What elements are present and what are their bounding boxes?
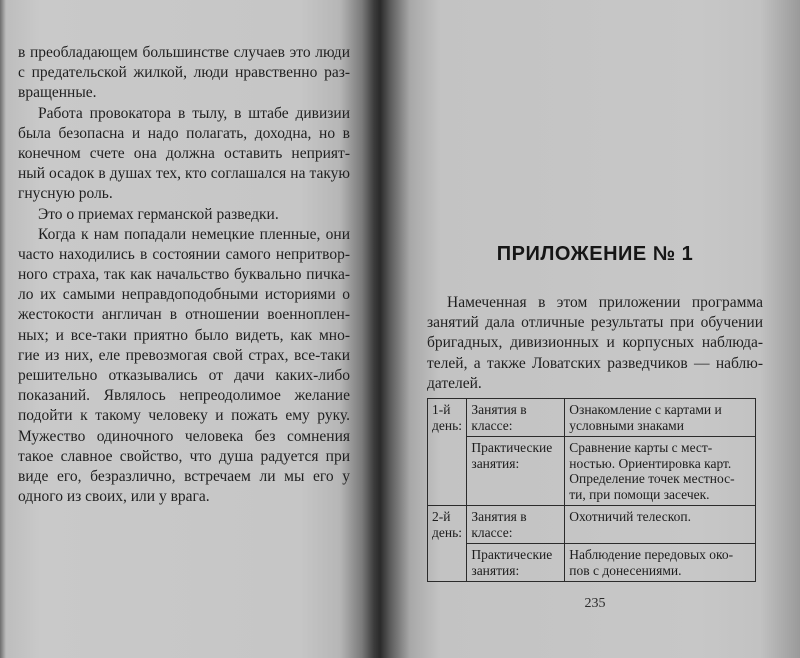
text-line: Намеченная в этом приложении программа — [447, 294, 763, 311]
day-cell: 1-й день: — [428, 399, 467, 506]
session-topic-cell: Охотничий телескоп. — [565, 506, 756, 544]
session-kind-cell: Занятия в классе: — [467, 399, 565, 437]
session-kind-cell: Практические занятия: — [467, 437, 565, 506]
day-cell: 2-й день: — [428, 506, 467, 582]
session-topic-cell: Сравнение карты с мест-ностью. Ориентировка карт. Определение точек местнос-ти, при помощи засечек. — [565, 437, 756, 506]
text-line: конечном счете она должна оставить неприят- — [18, 144, 350, 162]
text-line: Работа провокатора в тылу, в штабе дивизии — [38, 104, 350, 122]
text-line: такое славное свойство, что душа радуется при — [18, 447, 350, 465]
left-page-text — [18, 43, 350, 507]
session-topic-cell: Наблюдение передовых око-пов с донесениями. — [565, 544, 756, 582]
left-page — [18, 0, 350, 658]
appendix-title: ПРИЛОЖЕНИЕ № 1 — [496, 243, 694, 265]
session-kind-cell: Практические занятия: — [467, 544, 565, 582]
text-line: была безопасна и надо полагать, доходна, но в — [18, 124, 350, 142]
text-line: занятий дала отличные результаты при обучении — [427, 314, 763, 332]
intro-paragraph — [427, 293, 763, 394]
table-row — [428, 437, 756, 506]
text-line: Когда к нам попадали немецкие пленные, они — [38, 225, 350, 243]
text-line: Мужество одиночного человека без сомнения — [18, 427, 350, 445]
table-row — [428, 399, 756, 437]
right-page — [427, 0, 763, 658]
text-line: вращенные. — [18, 84, 97, 102]
text-line: в преобладающем большинстве случаев это люди — [18, 44, 350, 61]
schedule-table — [427, 398, 756, 582]
session-kind-cell: Занятия в классе: — [467, 506, 565, 544]
text-line: ло их самыми неправдоподобными историями о — [18, 286, 350, 304]
text-line: гие из них, еле превозмогая свой страх, все-таки — [18, 346, 350, 364]
text-line: ных; и все-таки приятно было видеть, как мно- — [18, 326, 350, 344]
text-line: часто находились в состоянии самого непритвор- — [18, 245, 350, 263]
text-line: бригадных, дивизионных и корпусных наблюда- — [427, 334, 763, 352]
text-line: показаний. Являлось непреодолимое желание — [18, 387, 350, 405]
text-line: виде его, безразлично, встречаем ли мы его у — [18, 467, 350, 485]
text-line: одного из своих, или у врага. — [18, 488, 210, 506]
text-line: подойти к такому человеку и пожать ему руку. — [18, 407, 350, 425]
table-row — [428, 544, 756, 582]
text-line: гнусную роль. — [18, 185, 113, 203]
page-number: 235 — [584, 596, 606, 611]
text-line: дателей. — [427, 374, 482, 392]
text-line: жестокости англичан в отношении военноплен- — [18, 306, 350, 324]
session-topic-cell: Ознакомление с картами и условными знаками — [565, 399, 756, 437]
text-line: ный осадок в душах тех, кто соглашался на такую — [18, 165, 350, 183]
text-line: с предательской жилкой, люди нравственно раз- — [18, 64, 350, 82]
table-row — [428, 506, 756, 544]
text-line: Это о приемах германской разведки. — [38, 205, 279, 223]
text-line: ного страха, так как начальство буквально пичка- — [18, 266, 350, 284]
text-line: решительно отказывались от дачи каких-либо — [18, 367, 350, 385]
text-line: телей, а также Ловатских разведчиков — наблю- — [427, 354, 763, 372]
